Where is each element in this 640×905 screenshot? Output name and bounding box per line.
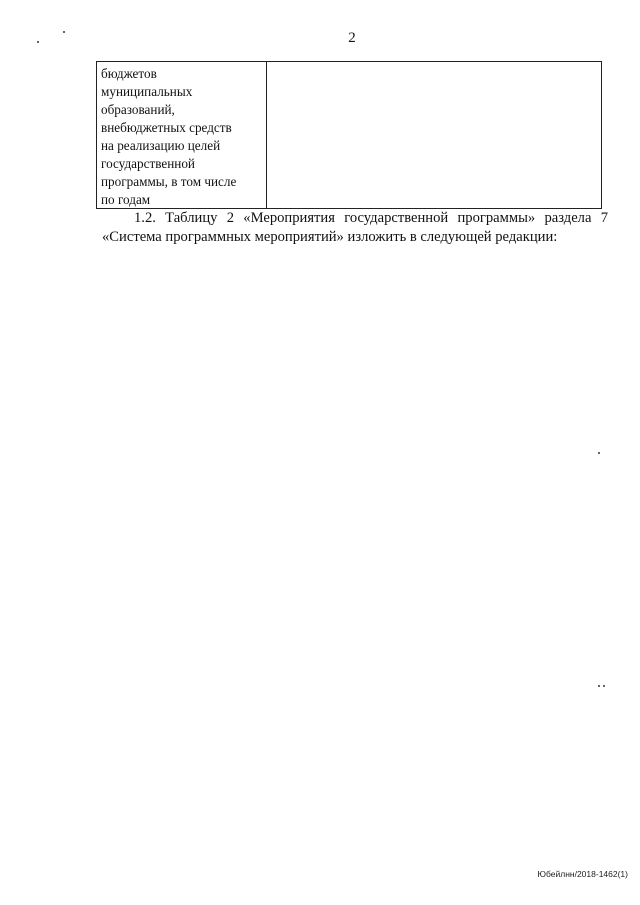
scan-speck	[598, 452, 600, 454]
amendment-paragraph	[102, 209, 608, 247]
paragraph-line: «Система программных мероприятий» изложить в следующей редакции:	[102, 229, 558, 245]
table-cell-empty	[267, 62, 601, 208]
table-cell-line: внебюджетных средств	[101, 120, 232, 135]
scan-speck	[63, 31, 65, 33]
scan-speck	[37, 41, 39, 43]
table-cell-line: программы, в том числе	[101, 174, 237, 189]
scan-speck	[598, 685, 600, 687]
budget-table	[96, 61, 602, 209]
table-cell-line: бюджетов	[101, 66, 157, 81]
document-code: Юбейлнн/2018-1462(1)	[537, 869, 628, 879]
paragraph-line: 1.2. Таблицу 2 «Мероприятия государственной программы» раздела 7	[134, 210, 608, 226]
table-cell-line: на реализацию целей	[101, 138, 221, 153]
table-cell-line: муниципальных	[101, 84, 193, 99]
table-cell-funding-sources	[97, 62, 267, 208]
table-cell-line: государственной	[101, 156, 195, 171]
table-cell-line: по годам	[101, 192, 151, 207]
page-number: 2	[348, 30, 356, 46]
scan-speck	[603, 685, 605, 687]
table-cell-line: образований,	[101, 102, 175, 117]
